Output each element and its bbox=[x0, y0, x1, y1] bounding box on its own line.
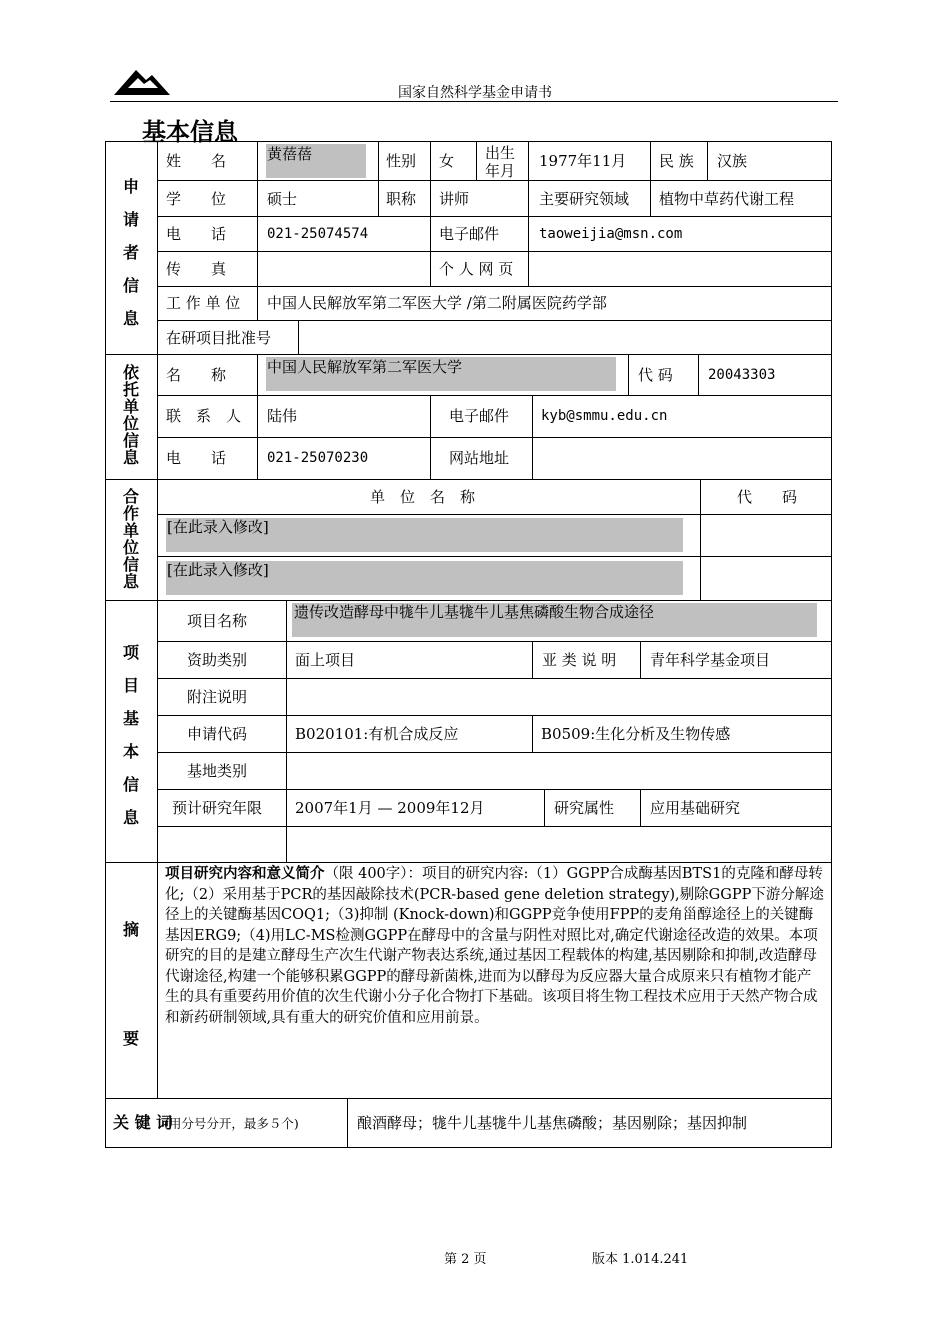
host-email-value: kyb@smmu.edu.cn bbox=[541, 408, 668, 424]
host-contact-value: 陆伟 bbox=[267, 407, 298, 425]
email-label: 电子邮件 bbox=[439, 225, 500, 243]
field-value: 植物中草药代谢工程 bbox=[659, 190, 795, 208]
partner-code-header: 代 码 bbox=[737, 488, 798, 506]
host-code-label: 代 码 bbox=[638, 366, 673, 384]
gender-value: 女 bbox=[439, 152, 455, 170]
partner-group-label: 合 作 单 位 信 息 bbox=[122, 487, 139, 591]
keywords-value: 酿酒酵母；牻牛儿基牻牛儿基焦磷酸；基因剔除；基因抑制 bbox=[357, 1114, 748, 1132]
project-group-label: 项 目 基 本 信 息 bbox=[122, 643, 139, 827]
abstract-label-2: 要 bbox=[122, 1029, 139, 1048]
abstract-body: 项目的研究内容:（1）GGPP合成酶基因BTS1的克隆和酵母转化;（2）采用基于PCR的基因敲除技术(PCR-based gene deletion strategy),剔除GGPP下游分解途径上的关键酶基因COQ1;（3)抑制 (Knock-down)和GGPP竞争使用FPP的麦角甾醇途径上的关键酶基因ERG9;（4)用LC-MS检测GGPP在酵母中的含量与阴性对照比对,确定代谢途径改造的效果。本项研究的目的是建立酵母生产次生代谢产物表达系统,通过基因工程载体的构建,基因剔除和抑制,改造酵母代谢途径,构建一个能够积累GGPP的酵母新菌株,进而为以酵母为反应器大量合成原来只有植物才能产生的具有重要药用价值的次生代谢小分子化合物打下基础。该项目将生物工程技术应用于天然产物合成和新药研制领域,具有重大的研究价值和应用前景。 bbox=[165, 866, 824, 1026]
section-title: 基本信息 bbox=[142, 118, 238, 146]
header-rule bbox=[110, 101, 838, 102]
abstract-limit: （限 400字）： bbox=[324, 866, 423, 882]
code-label: 申请代码 bbox=[187, 725, 248, 743]
title-value: 讲师 bbox=[439, 190, 470, 208]
host-phone-label: 电 话 bbox=[166, 449, 227, 467]
homepage-label: 个 人 网 页 bbox=[439, 260, 514, 278]
degree-label: 学 位 bbox=[166, 190, 227, 208]
birth-value: 1977年11月 bbox=[539, 152, 627, 170]
ethnicity-label: 民 族 bbox=[659, 152, 694, 170]
project-no-label: 在研项目批准号 bbox=[166, 329, 272, 347]
host-email-label: 电子邮件 bbox=[449, 407, 510, 425]
title-label: 职称 bbox=[386, 190, 417, 208]
birth-label-line1: 出生 bbox=[485, 144, 516, 162]
period-value: 2007年1月 — 2009年12月 bbox=[295, 799, 485, 817]
code-value-1: B020101:有机合成反应 bbox=[295, 725, 459, 743]
header-title: 国家自然科学基金申请书 bbox=[398, 85, 552, 101]
name-label: 姓 名 bbox=[166, 152, 227, 170]
version: 版本 1.014.241 bbox=[592, 1252, 689, 1267]
abstract-heading: 项目研究内容和意义简介 bbox=[165, 865, 325, 882]
abstract-text bbox=[165, 864, 825, 1028]
note-label: 附注说明 bbox=[187, 688, 248, 706]
email-value: taoweijia@msn.com bbox=[539, 226, 683, 242]
page-number: 第 2 页 bbox=[444, 1252, 487, 1267]
abstract-label-1: 摘 bbox=[122, 920, 139, 939]
name-value: 黄蓓蓓 bbox=[267, 145, 313, 163]
project-name-value: 遗传改造酵母中牻牛儿基牻牛儿基焦磷酸生物合成途径 bbox=[294, 603, 655, 621]
partner-row2-input[interactable]: [在此录入修改] bbox=[167, 561, 269, 579]
attr-value: 应用基础研究 bbox=[650, 799, 741, 817]
keywords-hint: (用分号分开，最多５个) bbox=[164, 1116, 299, 1131]
host-name-label: 名 称 bbox=[166, 366, 227, 384]
field-label: 主要研究领域 bbox=[539, 190, 630, 208]
host-name-value: 中国人民解放军第二军医大学 bbox=[267, 358, 463, 376]
host-phone-value: 021-25070230 bbox=[267, 450, 369, 466]
period-label: 预计研究年限 bbox=[172, 799, 263, 817]
base-label: 基地类别 bbox=[187, 762, 248, 780]
code-value-2: B0509:生化分析及生物传感 bbox=[541, 725, 731, 743]
host-code-value: 20043303 bbox=[708, 367, 776, 383]
phone-label: 电 话 bbox=[166, 225, 227, 243]
partner-unit-header: 单 位 名 称 bbox=[370, 488, 476, 506]
birth-label-line2: 年月 bbox=[485, 162, 516, 180]
applicant-group-label: 申 请 者 信 息 bbox=[122, 177, 139, 328]
phone-value: 021-25074574 bbox=[267, 226, 369, 242]
ethnicity-value: 汉族 bbox=[717, 152, 748, 170]
unit-value: 中国人民解放军第二军医大学 /第二附属医院药学部 bbox=[267, 294, 607, 312]
unit-label: 工 作 单 位 bbox=[166, 294, 241, 312]
keywords-label: 关 键 词 bbox=[113, 1113, 173, 1132]
host-website-label: 网站地址 bbox=[449, 449, 510, 467]
host-group-label: 依 托 单 位 信 息 bbox=[122, 363, 139, 467]
funding-value: 面上项目 bbox=[295, 651, 356, 669]
host-contact-label: 联 系 人 bbox=[166, 407, 242, 425]
partner-row1-input[interactable]: [在此录入修改] bbox=[167, 518, 269, 536]
funding-label: 资助类别 bbox=[187, 651, 248, 669]
attr-label: 研究属性 bbox=[554, 799, 615, 817]
project-name-label: 项目名称 bbox=[187, 612, 248, 630]
fax-label: 传 真 bbox=[166, 260, 227, 278]
gender-label: 性别 bbox=[386, 152, 417, 170]
subtype-value: 青年科学基金项目 bbox=[650, 651, 771, 669]
degree-value: 硕士 bbox=[267, 190, 298, 208]
subtype-label: 亚 类 说 明 bbox=[542, 651, 617, 669]
